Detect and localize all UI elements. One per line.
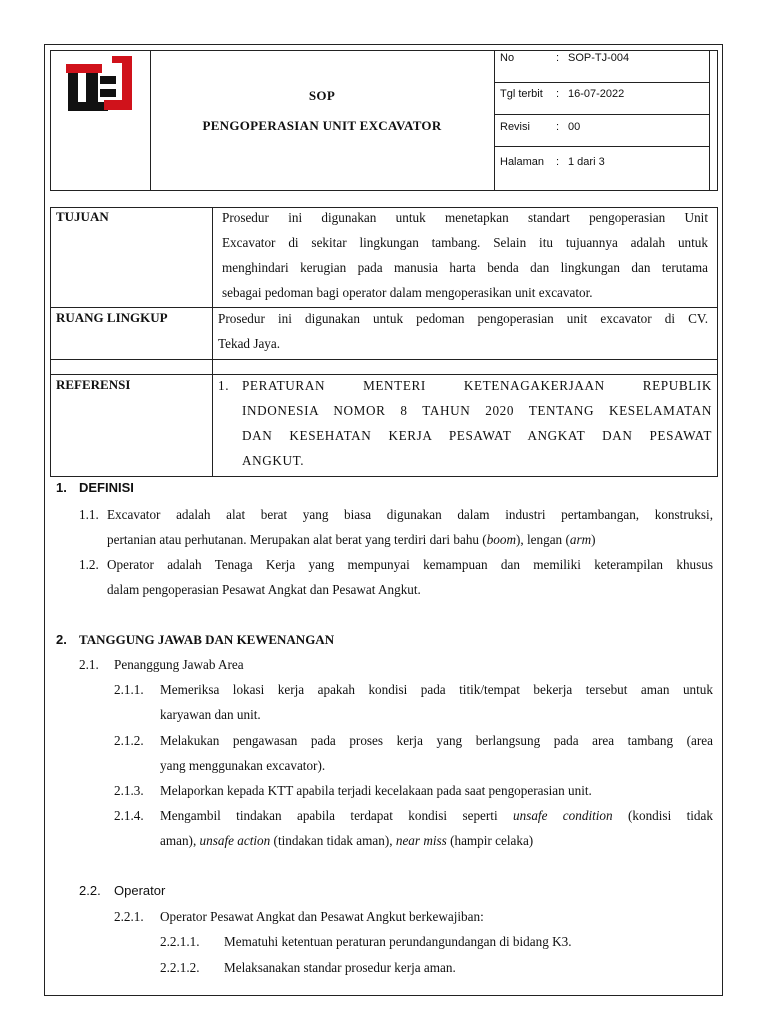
para-line: karyawan dan unit. [160, 707, 261, 722]
item-2-2-1-text: Operator Pesawat Angkat dan Pesawat Angkut berkewajiban: [160, 909, 484, 924]
item-1-1-num: 1.1. [79, 507, 99, 522]
sub-2-1-num: 2.1. [79, 657, 99, 672]
section2-num: 2. [56, 632, 67, 647]
para-line: dalam pengoperasian Pesawat Angkat dan Pesawat Angkut. [107, 582, 421, 597]
item-2-2-1-1-num: 2.2.1.1. [160, 934, 200, 949]
referensi-line: ANGKUT. [242, 453, 305, 468]
meta-page-value: 1 dari 3 [568, 156, 605, 168]
referensi-label: REFERENSI [56, 377, 131, 392]
doc-title-sop: SOP [308, 88, 336, 103]
text-run: ) [591, 532, 596, 547]
logo-mark-icon [64, 56, 136, 114]
item-1-2-num: 1.2. [79, 557, 99, 572]
text-run: ), lengan ( [516, 532, 570, 547]
meta-page-label: Halaman [500, 156, 545, 168]
item-2-1-4-num: 2.1.4. [114, 808, 144, 823]
company-logo [64, 56, 136, 114]
item-2-1-2-num: 2.1.2. [114, 733, 144, 748]
meta-colon: : [556, 52, 560, 64]
item-2-1-1-text [160, 677, 713, 727]
referensi-line: PERATURAN MENTERI KETENAGAKERJAAN REPUBLIK [242, 378, 712, 393]
tujuan-label: TUJUAN [56, 209, 109, 224]
para-line: Memeriksa lokasi kerja apakah kondisi pada titik/tempat bekerja tersebut aman untuk [160, 682, 713, 697]
tujuan-line: Prosedur ini digunakan untuk menetapkan standart pengoperasian Unit [222, 210, 708, 225]
meta-colon: : [556, 156, 560, 168]
tujuan-line: menghindari kerugian pada manusia harta benda dan lingkungan dan terutama [222, 260, 708, 275]
text-run-italic: boom [486, 532, 517, 547]
item-2-2-1-1-text: Mematuhi ketentuan peraturan perundangundangan di bidang K3. [224, 934, 572, 949]
para-line: yang menggunakan excavator). [160, 758, 326, 773]
ruang-lingkup-line: Tekad Jaya. [218, 336, 281, 351]
para-line: Melakukan pengawasan pada proses kerja yang berlangsung pada area tambang (area [160, 733, 713, 748]
section1-num: 1. [56, 480, 67, 495]
sub-2-1-title: Penanggung Jawab Area [114, 657, 244, 672]
sub-2-2-title: Operator [114, 883, 166, 898]
para-line: Excavator adalah alat berat yang biasa digunakan dalam industri pertambangan, konstruksi, [107, 507, 713, 522]
referensi-line: INDONESIA NOMOR 8 TAHUN 2020 TENTANG KESELAMATAN [242, 403, 712, 418]
meta-rev-value: 00 [568, 121, 581, 133]
text-run: (kondisi tidak [612, 808, 713, 823]
referensi-num: 1. [218, 378, 230, 393]
text-run: (tindakan tidak aman), [270, 833, 396, 848]
section1-title: DEFINISI [79, 480, 134, 495]
item-1-1-text [107, 502, 713, 552]
meta-date-value: 16-07-2022 [568, 88, 625, 100]
tujuan-line: sebagai pedoman bagi operator dalam mengoperasikan unit excavator. [222, 285, 593, 300]
text-run: (hampir celaka) [446, 833, 534, 848]
referensi-text [242, 373, 712, 473]
item-1-2-text [107, 552, 713, 602]
tujuan-text [222, 205, 708, 305]
ruang-lingkup-line: Prosedur ini digunakan untuk pedoman pengoperasian unit excavator di CV. [218, 311, 708, 326]
meta-rev-label: Revisi [500, 121, 530, 133]
item-2-1-4-text [160, 803, 713, 853]
meta-no-value: SOP-TJ-004 [568, 52, 630, 64]
text-run-italic: near miss [395, 833, 447, 848]
item-2-1-1-num: 2.1.1. [114, 682, 144, 697]
para-line [160, 828, 713, 853]
ruang-lingkup-label: RUANG LINGKUP [56, 310, 168, 325]
text-run: Mengambil tindakan apabila terdapat kondisi seperti [160, 808, 513, 823]
text-run: pertanian atau perhutanan. Merupakan alat berat yang terdiri dari bahu ( [107, 532, 487, 547]
item-2-1-3-text: Melaporkan kepada KTT apabila terjadi kecelakaan pada saat pengoperasian unit. [160, 783, 592, 798]
section2-title: TANGGUNG JAWAB DAN KEWENANGAN [79, 632, 335, 647]
item-2-1-2-text [160, 728, 713, 778]
ruang-lingkup-text [218, 306, 708, 356]
meta-no-label: No [500, 52, 515, 64]
para-line: Operator adalah Tenaga Kerja yang mempunyai kemampuan dan memiliki keterampilan khusus [107, 557, 713, 572]
referensi-line: DAN KESEHATAN KERJA PESAWAT ANGKAT DAN PESAWAT [242, 428, 712, 443]
para-line [107, 527, 713, 552]
item-2-1-3-num: 2.1.3. [114, 783, 144, 798]
item-2-2-1-2-text: Melaksanakan standar prosedur kerja aman. [224, 960, 456, 975]
item-2-2-1-num: 2.2.1. [114, 909, 144, 924]
text-run-italic: unsafe condition [513, 808, 613, 823]
doc-title-main: PENGOPERASIAN UNIT EXCAVATOR [202, 118, 442, 133]
meta-colon: : [556, 88, 560, 100]
item-2-2-1-2-num: 2.2.1.2. [160, 960, 200, 975]
text-run-italic: arm [569, 532, 592, 547]
sub-2-2-num: 2.2. [79, 883, 101, 898]
text-run: aman), [160, 833, 200, 848]
meta-colon: : [556, 121, 560, 133]
para-line [160, 803, 713, 828]
meta-date-label: Tgl terbit [500, 88, 543, 100]
tujuan-line: Excavator di sekitar lingkungan tambang. Selain itu tujuannya adalah untuk [222, 235, 708, 250]
text-run-italic: unsafe action [199, 833, 271, 848]
